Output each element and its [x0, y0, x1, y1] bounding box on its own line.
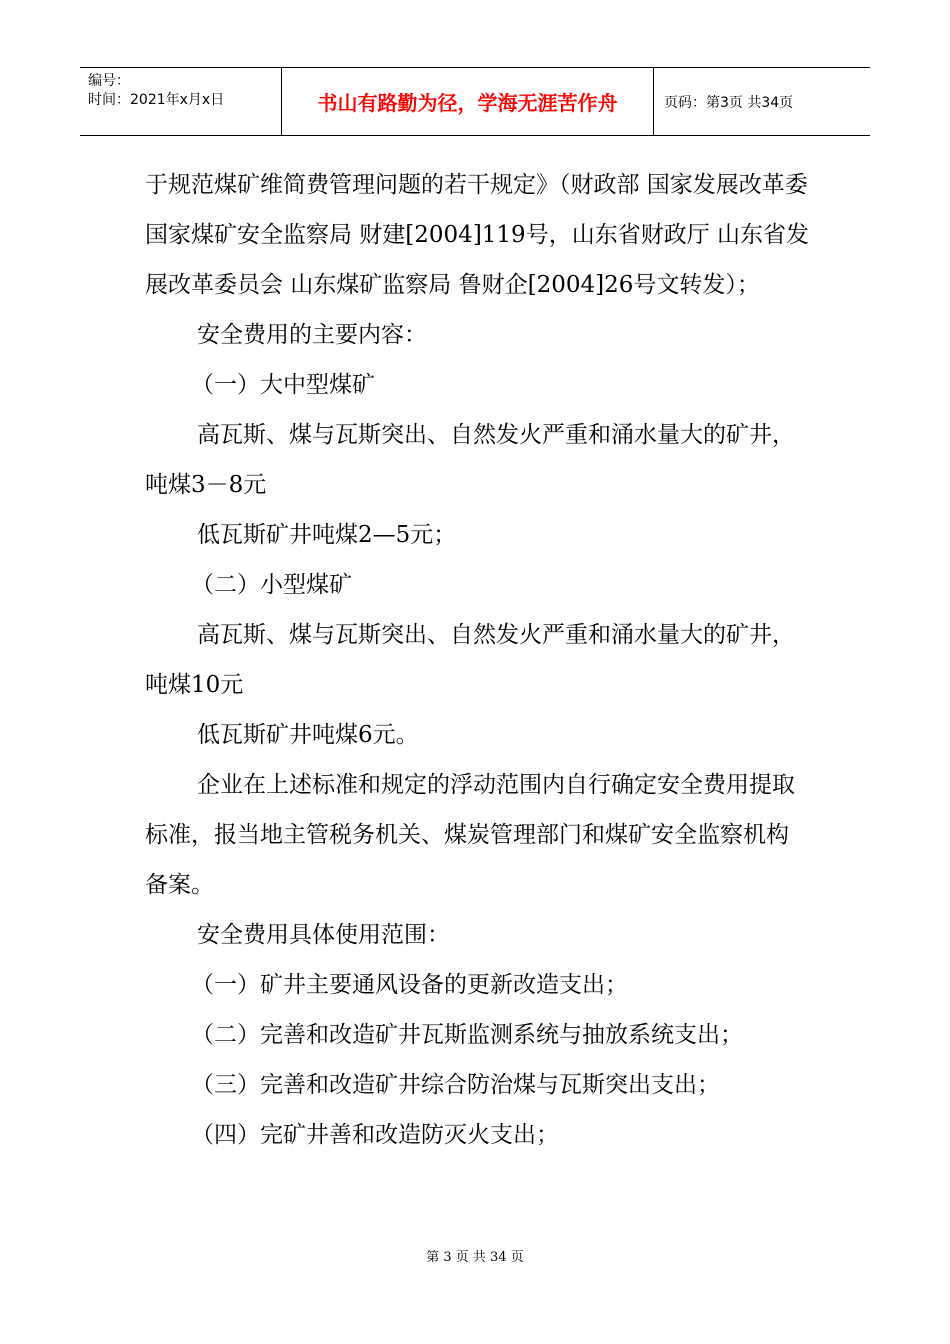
- paragraph: 低瓦斯矿井吨煤2—5元；: [197, 522, 457, 548]
- paragraph-text: 高瓦斯、煤与瓦斯突出、自然发火严重和涌水量大的矿井，吨煤3－8元: [145, 422, 795, 498]
- paragraph: 于规范煤矿维简费管理问题的若干规定》（财政部 国家发展改革委 国家煤矿安全监察局 财建[2004]119号，山东省财政厅 山东省发展改革委员会 山东煤矿监察局 鲁财企[2004]26号文转发）；: [145, 172, 810, 298]
- paragraph: 企业在上述标准和规定的浮动范围内自行确定安全费用提取标准，报当地主管税务机关、煤炭管理部门和煤矿安全监察机构备案。: [145, 772, 795, 898]
- header-table: [80, 67, 870, 136]
- page-footer: 第 3 页 共 34 页: [426, 1250, 524, 1265]
- paragraph: （四）完矿井善和改造防灭火支出；: [191, 1122, 559, 1148]
- paragraph: [145, 410, 810, 510]
- document-body: [145, 160, 810, 1160]
- paragraph: 安全费用的主要内容：: [197, 322, 427, 348]
- header-info-cell: [80, 68, 282, 135]
- time-label: 时间：2021年x月x日: [88, 92, 225, 108]
- paragraph: 安全费用具体使用范围：: [197, 922, 450, 948]
- paragraph: （一）大中型煤矿: [191, 372, 375, 398]
- paragraph-text: 高瓦斯、煤与瓦斯突出、自然发火严重和涌水量大的矿井，吨煤10元: [145, 622, 795, 698]
- motto: 书山有路勤为径，学海无涯苦作舟: [282, 68, 654, 135]
- paragraph: （二）完善和改造矿井瓦斯监测系统与抽放系统支出；: [191, 1022, 743, 1048]
- paragraph: 低瓦斯矿井吨煤6元。: [197, 722, 419, 748]
- number-label: 编号：: [88, 73, 130, 89]
- paragraph: （三）完善和改造矿井综合防治煤与瓦斯突出支出；: [191, 1072, 720, 1098]
- paragraph: （一）矿井主要通风设备的更新改造支出；: [191, 972, 628, 998]
- page-info: 页码：第3页 共34页: [664, 94, 794, 111]
- paragraph: （二）小型煤矿: [191, 572, 352, 598]
- paragraph: [145, 610, 810, 710]
